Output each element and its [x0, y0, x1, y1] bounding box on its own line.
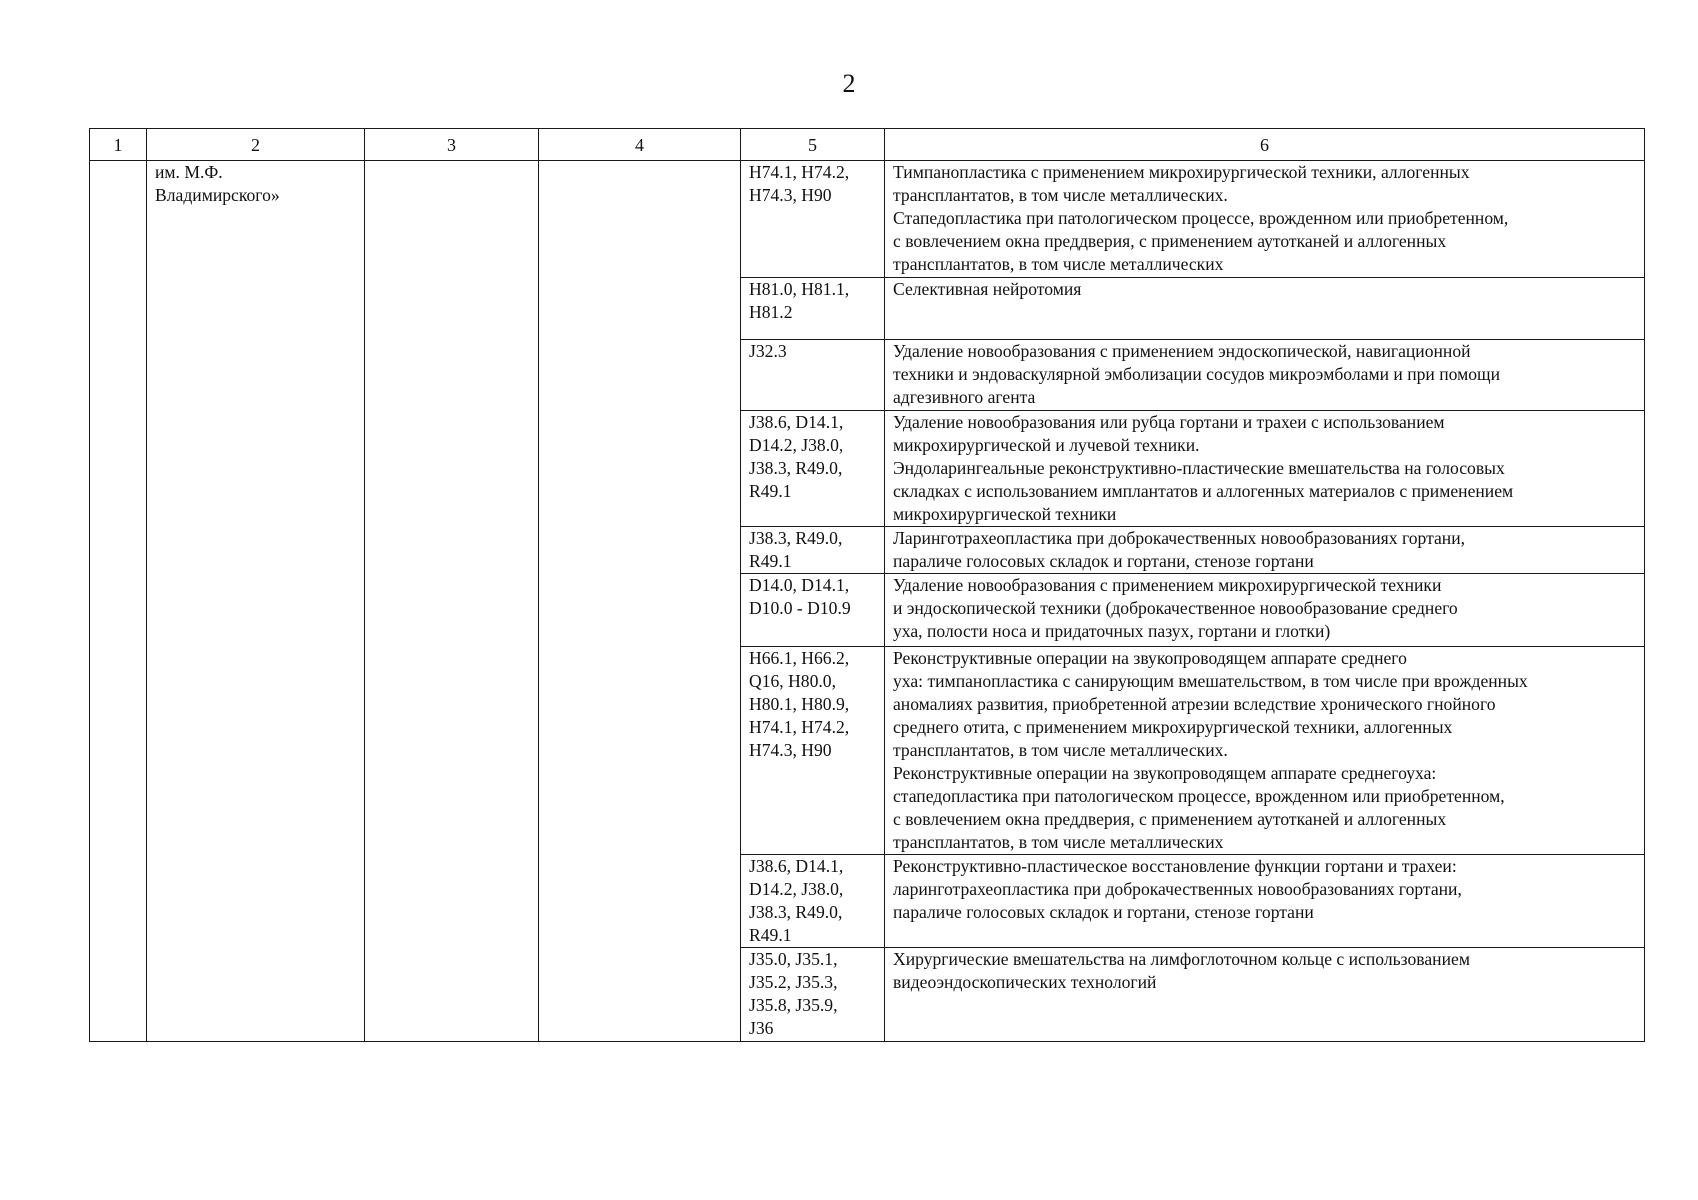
organization-name-line: им. М.Ф. [155, 162, 223, 182]
diagnosis-codes-cell [741, 278, 885, 340]
procedure-description-cell [885, 855, 1645, 948]
column-4-cell [539, 161, 741, 1042]
procedure-description-line: трансплантатов, в том числе металлических [893, 832, 1224, 852]
diagnosis-code-line: J35.2, J35.3, [749, 972, 838, 992]
procedure-description-line: с вовлечением окна преддверия, с применением аутотканей и аллогенных [893, 809, 1447, 829]
procedure-description-line: Реконструктивно-пластическое восстановление функции гортани и трахеи: [893, 856, 1457, 876]
diagnosis-code-line: J38.6, D14.1, [749, 856, 844, 876]
diagnosis-codes-cell [741, 161, 885, 278]
procedure-description-line: Тимпанопластика с применением микрохирургической техники, аллогенных [893, 162, 1470, 182]
diagnosis-code-line: H74.1, H74.2, [749, 162, 850, 182]
procedure-description-line: Удаление новообразования или рубца гортани и трахеи с использованием [893, 412, 1445, 432]
column-header-4: 4 [539, 129, 741, 161]
diagnosis-codes-cell [741, 647, 885, 855]
procedure-description-line: адгезивного агента [893, 387, 1036, 407]
diagnosis-codes-cell [741, 948, 885, 1042]
procedure-description-line: параличе голосовых складок и гортани, стенозе гортани [893, 902, 1314, 922]
procedure-description-line: среднего отита, с применением микрохирургической техники, аллогенных [893, 717, 1453, 737]
procedure-description-line: аномалиях развития, приобретенной атрезии вследствие хронического гнойного [893, 694, 1496, 714]
procedure-description-line: Хирургические вмешательства на лимфоглоточном кольце с использованием [893, 949, 1470, 969]
diagnosis-code-line: D14.0, D14.1, [749, 575, 850, 595]
diagnosis-code-line: H74.3, H90 [749, 740, 832, 760]
table-row [90, 161, 1645, 278]
procedure-description-line: Селективная нейротомия [893, 279, 1082, 299]
procedure-description-line: Стапедопластика при патологическом процессе, врожденном или приобретенном, [893, 208, 1509, 228]
procedure-description-line: техники и эндоваскулярной эмболизации сосудов микроэмболами и при помощи [893, 364, 1501, 384]
procedure-description-line: видеоэндоскопических технологий [893, 972, 1157, 992]
column-header-1: 1 [90, 129, 147, 161]
diagnosis-codes-cell [741, 527, 885, 574]
procedure-description-cell [885, 574, 1645, 647]
procedure-description-line: уха, полости носа и придаточных пазух, гортани и глотки) [893, 621, 1331, 641]
diagnosis-code-line: H80.1, H80.9, [749, 694, 850, 714]
diagnosis-code-line: J38.3, R49.0, [749, 902, 843, 922]
procedure-description-line: с вовлечением окна преддверия, с применением аутотканей и аллогенных [893, 231, 1447, 251]
diagnosis-code-line: H74.3, H90 [749, 185, 832, 205]
diagnosis-code-line: J36 [749, 1018, 774, 1038]
procedure-description-line: Эндоларингеальные реконструктивно-пластические вмешательства на голосовых [893, 458, 1505, 478]
procedure-description-line: Реконструктивные операции на звукопроводящем аппарате среднего [893, 648, 1407, 668]
diagnosis-code-line: Q16, H80.0, [749, 671, 836, 691]
procedures-table [89, 128, 1645, 1042]
diagnosis-code-line: D14.2, J38.0, [749, 879, 844, 899]
diagnosis-code-line: D10.0 - D10.9 [749, 598, 851, 618]
column-header-3: 3 [365, 129, 539, 161]
procedure-description-line: ларинготрахеопластика при доброкачественных новообразованиях гортани, [893, 879, 1462, 899]
diagnosis-code-line: R49.1 [749, 925, 792, 945]
diagnosis-code-line: J35.0, J35.1, [749, 949, 838, 969]
procedure-description-cell [885, 340, 1645, 411]
procedure-description-line: Удаление новообразования с применением микрохирургической техники [893, 575, 1442, 595]
procedure-description-line: Ларинготрахеопластика при доброкачественных новообразованиях гортани, [893, 528, 1466, 548]
diagnosis-code-line: H74.1, H74.2, [749, 717, 850, 737]
diagnosis-code-line: J38.3, R49.0, [749, 458, 843, 478]
procedure-description-line: микрохирургической техники [893, 504, 1117, 524]
procedure-description-line: складках с использованием имплантатов и аллогенных материалов с применением [893, 481, 1514, 501]
procedure-description-line: Удаление новообразования с применением эндоскопической, навигационной [893, 341, 1471, 361]
diagnosis-codes-cell [741, 855, 885, 948]
procedure-description-line: уха: тимпанопластика с санирующим вмешательством, в том числе при врожденных [893, 671, 1528, 691]
procedure-description-cell [885, 527, 1645, 574]
diagnosis-code-line: R49.1 [749, 481, 792, 501]
diagnosis-code-line: H81.2 [749, 302, 793, 322]
procedure-description-line: и эндоскопической техники (доброкачественное новообразование среднего [893, 598, 1458, 618]
procedure-description-line: Реконструктивные операции на звукопроводящем аппарате среднегоуха: [893, 763, 1437, 783]
procedure-description-line: параличе голосовых складок и гортани, стенозе гортани [893, 551, 1314, 571]
diagnosis-code-line: J35.8, J35.9, [749, 995, 838, 1015]
diagnosis-code-line: J38.3, R49.0, [749, 528, 843, 548]
column-header-2: 2 [147, 129, 365, 161]
diagnosis-codes-cell [741, 340, 885, 411]
procedure-description-line: трансплантатов, в том числе металлических. [893, 185, 1228, 205]
organization-name-cell [147, 161, 365, 1042]
column-1-cell [90, 161, 147, 1042]
diagnosis-code-line: D14.2, J38.0, [749, 435, 844, 455]
header-row [90, 129, 1645, 161]
diagnosis-code-line: J32.3 [749, 341, 787, 361]
diagnosis-code-line: H66.1, H66.2, [749, 648, 850, 668]
column-header-6: 6 [885, 129, 1645, 161]
diagnosis-code-line: J38.6, D14.1, [749, 412, 844, 432]
procedure-description-cell [885, 278, 1645, 340]
organization-name-line: Владимирского» [155, 185, 280, 205]
diagnosis-code-line: H81.0, H81.1, [749, 279, 850, 299]
procedure-description-cell [885, 161, 1645, 278]
procedure-description-cell [885, 948, 1645, 1042]
procedure-description-line: трансплантатов, в том числе металлических. [893, 740, 1228, 760]
page-number: 2 [842, 69, 856, 98]
procedure-description-line: трансплантатов, в том числе металлических [893, 254, 1224, 274]
procedure-description-line: микрохирургической и лучевой техники. [893, 435, 1200, 455]
procedure-description-line: стапедопластика при патологическом процессе, врожденном или приобретенном, [893, 786, 1505, 806]
diagnosis-code-line: R49.1 [749, 551, 792, 571]
column-header-5: 5 [741, 129, 885, 161]
diagnosis-codes-cell [741, 574, 885, 647]
diagnosis-codes-cell [741, 411, 885, 527]
column-3-cell [365, 161, 539, 1042]
procedure-description-cell [885, 647, 1645, 855]
procedure-description-cell [885, 411, 1645, 527]
